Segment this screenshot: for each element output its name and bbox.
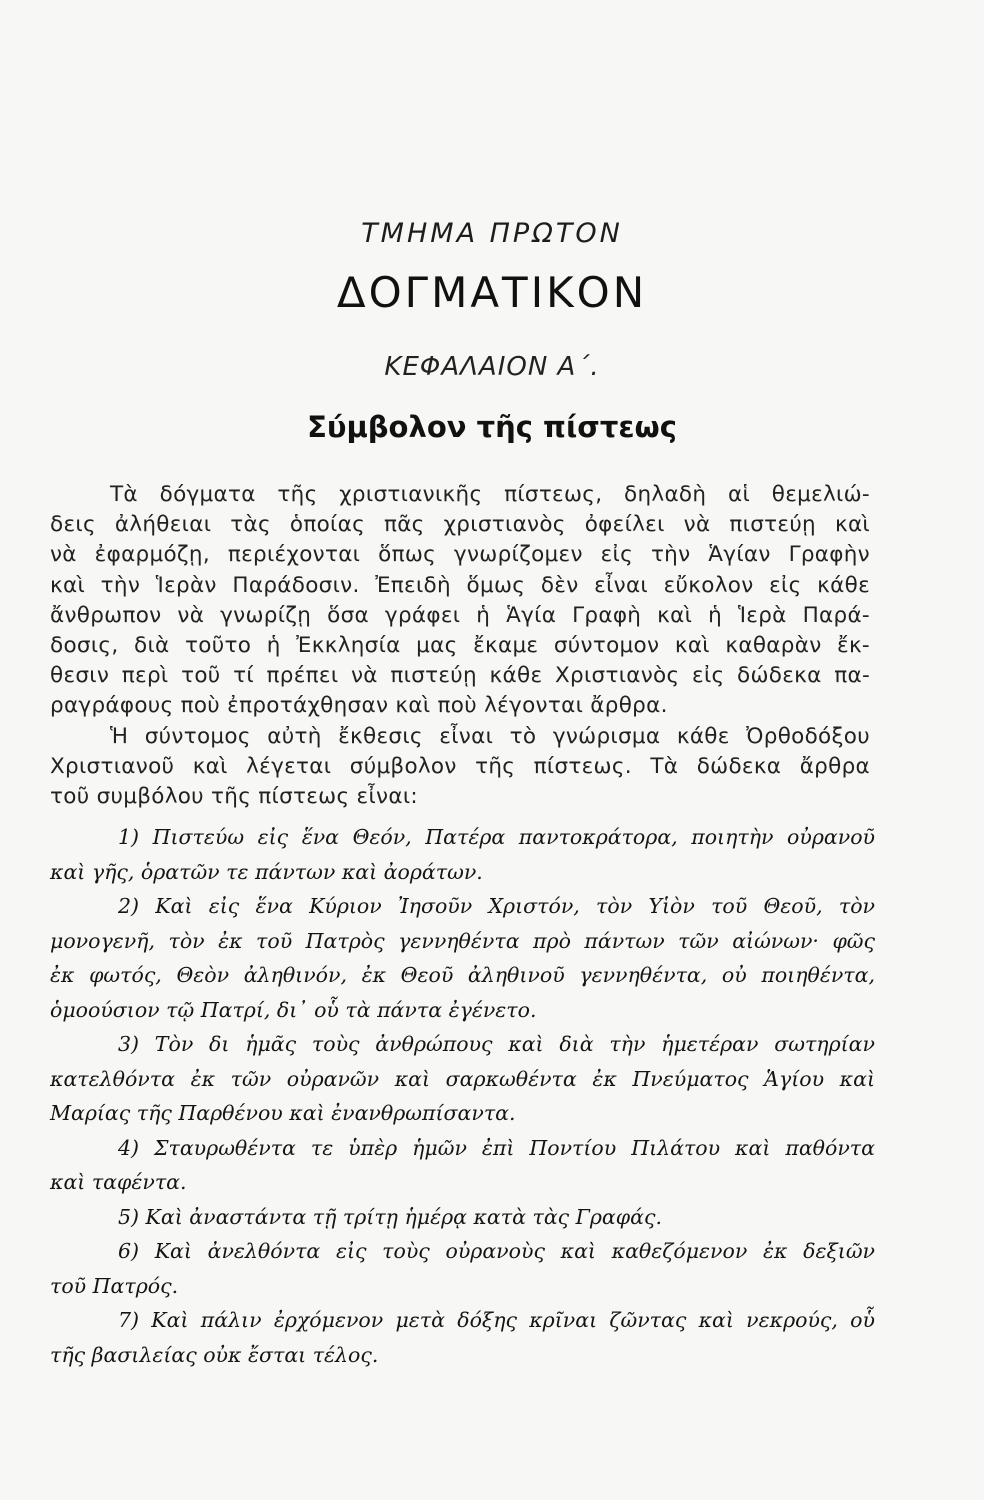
article-line: ἐκ φωτός, Θεὸν ἀληθινόν, ἐκ Θεοῦ ἀληθινοῦ γεννηθέντα, οὐ ποιηθέντα,: [50, 963, 875, 987]
creed-articles: [50, 820, 875, 1372]
text-line: τοῦ συμβόλου τῆς πίστεως εἶναι:: [50, 784, 418, 810]
page-title: ΔΟΓΜΑΤΙΚΟΝ: [336, 268, 648, 317]
article-line: 4) Σταυρωθέντα τε ὑπὲρ ἡμῶν ἐπὶ Ποντίου Πιλάτου καὶ παθόντα: [118, 1135, 875, 1160]
text-line: θεσιν περὶ τοῦ τί πρέπει νὰ πιστεύῃ κάθε Χριστιανὸς εἰς δώδεκα πα-: [50, 663, 870, 689]
text-line: ἄνθρωπον νὰ γνωρίζῃ ὅσα γράφει ἡ Ἁγία Γραφὴ καὶ ἡ Ἱερὰ Παρά-: [50, 602, 870, 628]
text-line: ραγράφους ποὺ ἐπροτάχθησαν καὶ ποὺ λέγονται ἄρθρα.: [50, 693, 668, 719]
article-line: 5) Καὶ ἀναστάντα τῇ τρίτῃ ἡμέρᾳ κατὰ τὰς Γραφάς.: [118, 1204, 662, 1229]
article-line: κατελθόντα ἐκ τῶν οὐρανῶν καὶ σαρκωθέντα ἐκ Πνεύματος Ἁγίου καὶ: [50, 1066, 875, 1091]
article-line: 2) Καὶ εἰς ἕνα Κύριον Ἰησοῦν Χριστόν, τὸν Υἱὸν τοῦ Θεοῦ, τὸν: [118, 894, 875, 918]
text-line: δεις ἀλήθειαι τὰς ὁποίας πᾶς χριστιανὸς ὀφείλει νὰ πιστεύῃ καὶ: [50, 512, 870, 538]
article-line: καὶ ταφέντα.: [50, 1170, 187, 1194]
article-line: καὶ γῆς, ὁρατῶν τε πάντων καὶ ἀοράτων.: [50, 859, 483, 884]
article-line: 7) Καὶ πάλιν ἐρχόμενον μετὰ δόξης κρῖναι ζῶντας καὶ νεκρούς, οὗ: [118, 1308, 875, 1332]
intro-paragraph: [50, 480, 870, 812]
section-label: ΤΜΗΜΑ ΠΡΩΤΟΝ: [361, 218, 623, 249]
article-line: τῆς βασιλείας οὐκ ἔσται τέλος.: [50, 1342, 379, 1367]
article-line: ὁμοούσιον τῷ Πατρί, δι᾽ οὗ τὰ πάντα ἐγένετο.: [50, 997, 537, 1022]
section-heading: Σύμβολον τῆς πίστεως: [307, 410, 677, 444]
chapter-heading: ΚΕΦΑΛΑΙΟΝ Α΄.: [384, 352, 600, 382]
article-line: μονογενῆ, τὸν ἐκ τοῦ Πατρὸς γεννηθέντα πρὸ πάντων τῶν αἰώνων· φῶς: [50, 928, 875, 953]
text-line: Χριστιανοῦ καὶ λέγεται σύμβολον τῆς πίστεως. Τὰ δώδεκα ἄρθρα: [50, 753, 870, 779]
article-line: 6) Καὶ ἀνελθόντα εἰς τοὺς οὐρανοὺς καὶ καθεζόμενον ἐκ δεξιῶν: [118, 1239, 875, 1263]
text-line: νὰ ἐφαρμόζῃ, περιέχονται ὅπως γνωρίζομεν εἰς τὴν Ἁγίαν Γραφὴν: [50, 542, 870, 568]
text-line: καὶ τὴν Ἱερὰν Παράδοσιν. Ἐπειδὴ ὅμως δὲν εἶναι εὔκολον εἰς κάθε: [50, 572, 870, 598]
article-line: τοῦ Πατρός.: [50, 1273, 179, 1298]
article-line: 1) Πιστεύω εἰς ἕνα Θεόν, Πατέρα παντοκράτορα, ποιητὴν οὐρανοῦ: [118, 825, 875, 849]
text-line: Ἡ σύντομος αὐτὴ ἔκθεσις εἶναι τὸ γνώρισμα κάθε Ὀρθοδόξου: [110, 723, 870, 749]
text-line: δοσις, διὰ τοῦτο ἡ Ἐκκλησία μας ἔκαμε σύντομον καὶ καθαρὰν ἔκ-: [50, 633, 870, 659]
article-line: Μαρίας τῆς Παρθένου καὶ ἐνανθρωπίσαντα.: [50, 1101, 516, 1125]
text-line: Τὰ δόγματα τῆς χριστιανικῆς πίστεως, δηλαδὴ αἱ θεμελιώ-: [110, 482, 870, 507]
article-line: 3) Τὸν δι ἡμᾶς τοὺς ἀνθρώπους καὶ διὰ τὴν ἡμετέραν σωτηρίαν: [118, 1032, 875, 1056]
